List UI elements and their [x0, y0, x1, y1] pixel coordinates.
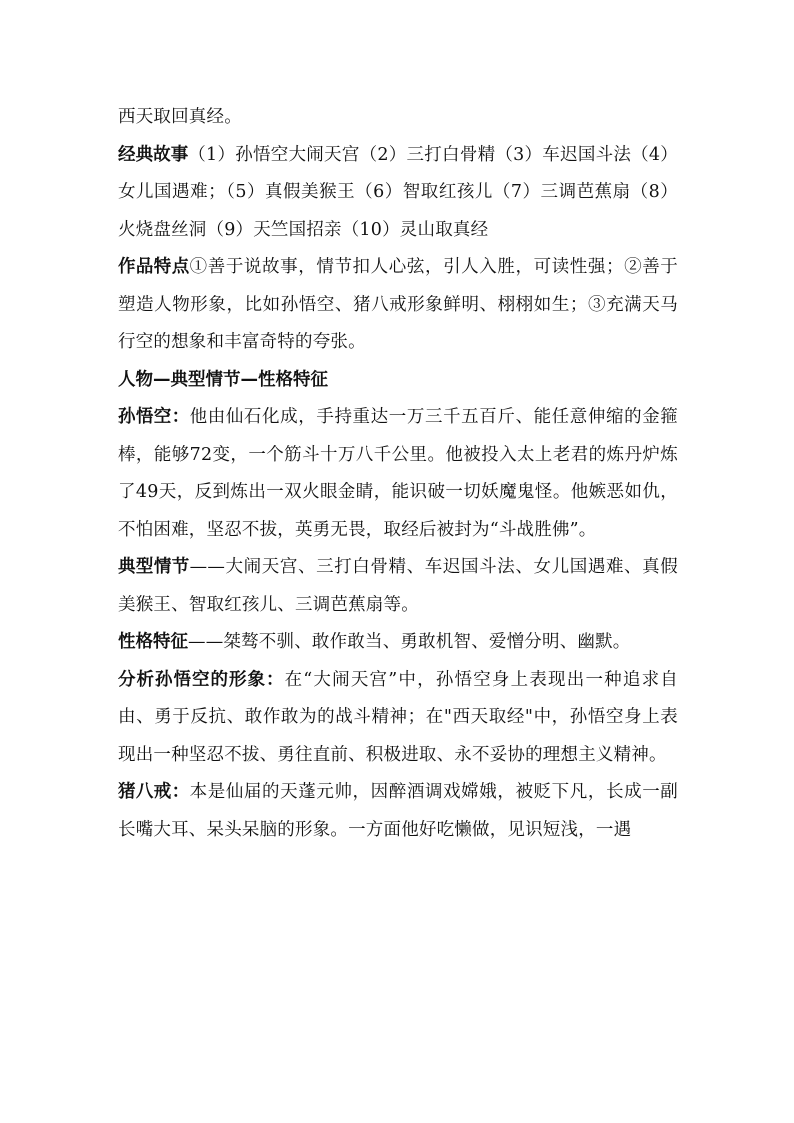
paragraph-section-heading	[118, 362, 678, 400]
paragraph-personality	[118, 624, 678, 662]
heading-classic-stories: 经典故事	[118, 144, 189, 165]
zhu-bajie-text: 本是仙届的天蓬元帅，因醉酒调戏嫦娥，被贬下凡，长成一副长嘴大耳、呆头呆脑的形象。一方面他好吃懒做，见识短浅，一遇	[118, 782, 679, 840]
heading-work-features: 作品特点	[118, 257, 190, 277]
sun-wukong-text: 他由仙石化成，手持重达一万三千五百斤、能任意伸缩的金箍棒，能够72变，一个筋斗十万八千公里。他被投入太上老君的炼丹炉炼了49天，反到炼出一双火眼金睛，能识破一切妖魔鬼怪。他嫉恶如仇，不怕困难，坚忍不拔，英勇无畏，取经后被封为“斗战胜佛”。	[118, 407, 679, 540]
paragraph-zhu-bajie	[118, 774, 678, 849]
heading-personality: 性格特征	[118, 632, 188, 652]
document-body	[118, 99, 678, 849]
work-features-text: ①善于说故事，情节扣人心弦，引人入胜，可读性强；②善于塑造人物形象，比如孙悟空、猪八戒形象鲜明、栩栩如生；③充满天马行空的想象和丰富奇特的夸张。	[118, 257, 679, 352]
heading-analysis: 分析孙悟空的形象：	[118, 669, 285, 690]
paragraph-analysis	[118, 662, 678, 775]
paragraph-classic-stories	[118, 137, 678, 250]
paragraph-typical-plot	[118, 549, 678, 624]
personality-text: ——桀骜不驯、敢作敢当、勇敢机智、爱憎分明、幽默。	[188, 632, 631, 652]
typical-plot-text: ——大闹天宫、三打白骨精、车迟国斗法、女儿国遇难、真假美猴王、智取红孩儿、三调芭蕉扇等。	[118, 557, 678, 615]
paragraph-intro-end	[118, 99, 678, 137]
heading-character-plot-trait: 人物—典型情节—性格特征	[118, 369, 328, 390]
heading-typical-plot: 典型情节	[118, 557, 190, 577]
classic-stories-list: （1）孙悟空大闹天宫（2）三打白骨精（3）车迟国斗法（4）女儿国遇难；（5）真假美猴王（6）智取红孩儿（7）三调芭蕉扇（8）火烧盘丝洞（9）天竺国招亲（10）灵山取真经	[118, 144, 679, 240]
paragraph-text: 西天取回真经。	[118, 107, 242, 127]
paragraph-work-features	[118, 249, 678, 362]
heading-sun-wukong: 孙悟空：	[118, 407, 190, 427]
heading-zhu-bajie: 猪八戒：	[118, 782, 190, 802]
paragraph-sun-wukong	[118, 399, 678, 549]
analysis-text: 在“大闹天宫”中，孙悟空身上表现出一种追求自由、勇于反抗、敢作敢为的战斗精神；在"西天取经"中，孙悟空身上表现出一种坚忍不拔、勇往直前、积极进取、永不妥协的理想主义精神。	[118, 669, 678, 765]
